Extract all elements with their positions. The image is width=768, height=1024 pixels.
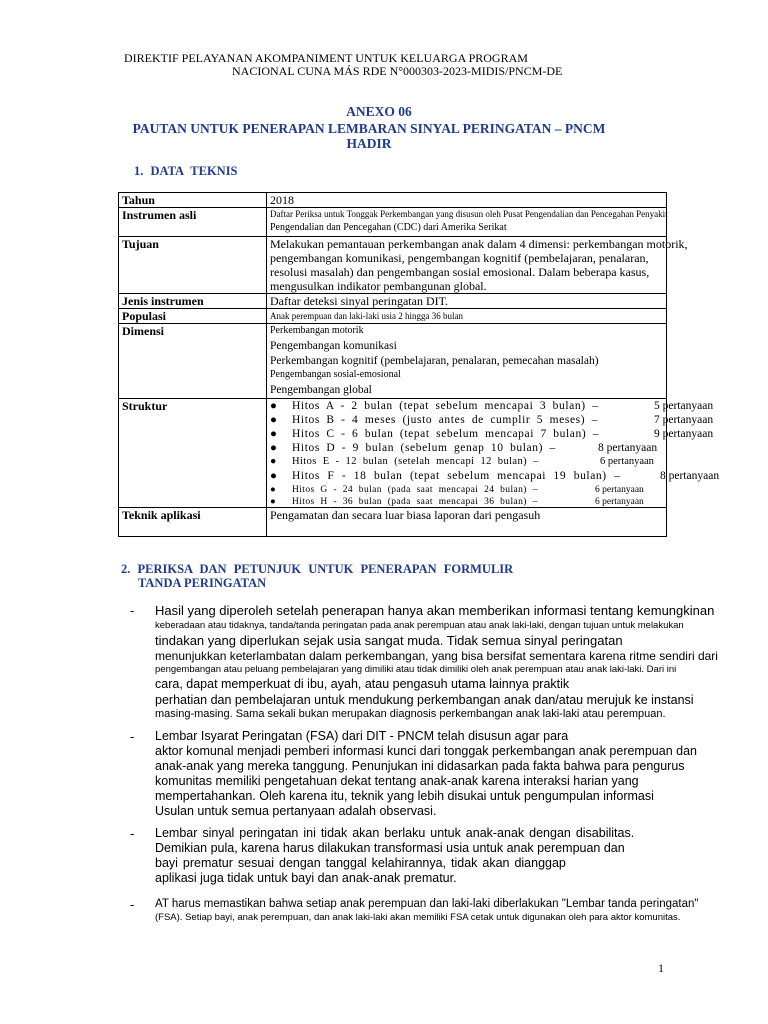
annex-title-line2: HADIR: [346, 136, 392, 151]
para-line: perhatian dan pembelajaran untuk mendukung perkembangan anak dan/atau merujuk ke instansi: [155, 693, 694, 707]
hito-count: 6 pertanyaan: [600, 456, 654, 467]
hito-text: Hitos B - 4 meses (justo antes de cumplir 5 meses) –: [292, 414, 598, 426]
struktur-item: ● Hitos H - 36 bulan (pada saat mencapai 36 bulan) – 6 pertanyaan: [270, 497, 644, 507]
para-line: cara, dapat memperkuat di ibu, ayah, atau pengasuh utama lainnya praktik: [155, 677, 570, 691]
struktur-item: ● Hitos D - 9 bulan (sebelum genap 10 bulan) – 8 pertanyaan: [270, 442, 658, 454]
tujuan-line: mengusulkan indikator pembangunan global.: [270, 279, 487, 293]
technical-data-table: [118, 192, 720, 537]
annex-title-line1: PAUTAN UNTUK PENERAPAN LEMBARAN SINYAL PERINGATAN – PNCM: [132, 121, 606, 136]
tujuan-line: Melakukan pemantauan perkembangan anak dalam 4 dimensi: perkembangan motorik,: [270, 237, 688, 251]
row-value: [267, 208, 667, 237]
para-line: AT harus memastikan bahwa setiap anak perempuan dan laki-laki diberlakukan "Lembar tanda peringatan": [155, 898, 699, 910]
page-number: 1: [658, 961, 664, 975]
instrumen-line2: Pengendalian dan Pencegahan (CDC) dari Amerika Serikat: [270, 222, 507, 233]
hito-text: Hitos A - 2 bulan (tepat sebelum mencapai 3 bulan) –: [292, 400, 599, 412]
doc-header-line2: NACIONAL CUNA MÁS RDE N°000303-2023-MIDIS/PNCM-DE: [232, 64, 563, 78]
para-line: mempertahankan. Oleh karena itu, teknik yang lebih disukai untuk pengumpulan informasi: [155, 789, 654, 803]
table-row: [119, 208, 667, 237]
hito-text: Hitos E - 12 bulan (setelah mencapi 12 bulan) –: [292, 456, 539, 467]
para-line: menunjukkan keterlambatan dalam perkembangan, yang bisa bersifat sementara karena ritme sendiri dari: [155, 649, 718, 663]
table-row: [119, 309, 667, 324]
para-line: bayi prematur sesuai dengan tanggal kelahirannya, tidak akan dianggap: [155, 856, 566, 870]
row-value: Anak perempuan dan laki-laki usia 2 hingga 36 bulan: [267, 309, 667, 324]
row-label: Tujuan: [119, 237, 267, 294]
table-row: [119, 294, 667, 309]
hito-count: 9 pertanyaan: [654, 428, 714, 440]
para-line: Demikian pula, karena harus dilakukan transformasi usia untuk anak perempuan dan: [155, 841, 625, 855]
section2-heading-line1: 2. PERIKSA DAN PETUNJUK UNTUK PENERAPAN FORMULIR: [121, 562, 514, 576]
row-label: Struktur: [119, 399, 267, 508]
row-label: Populasi: [119, 309, 267, 324]
table-row: [119, 324, 667, 399]
hito-count: 8 pertanyaan: [660, 470, 720, 482]
para-line: Lembar Isyarat Peringatan (FSA) dari DIT - PNCM telah disusun agar para: [155, 729, 569, 743]
bullet-paragraph-4: [155, 897, 725, 924]
row-label: Instrumen asli: [119, 208, 267, 237]
dimensi-item: Pengembangan komunikasi: [270, 340, 397, 352]
hito-text: Hitos G - 24 bulan (pada saat mencapai 24 bulan) –: [292, 485, 538, 495]
struktur-item: ● Hitos E - 12 bulan (setelah mencapi 12 bulan) – 6 pertanyaan: [270, 456, 654, 467]
hito-count: 8 pertanyaan: [598, 442, 658, 454]
table-row: [119, 193, 667, 208]
hito-count: 6 pertanyaan: [595, 497, 644, 507]
row-value: Daftar deteksi sinyal peringatan DIT.: [267, 294, 667, 309]
bullet-dash: -: [130, 826, 135, 841]
instrumen-line1: Daftar Periksa untuk Tonggak Perkembangan yang disusun oleh Pusat Pengendalian dan Pencegahan Penyakit: [270, 209, 668, 219]
annex-label: ANEXO 06: [346, 104, 412, 119]
section1-heading: 1. DATA TEKNIS: [134, 164, 238, 178]
struktur-item: ● Hitos G - 24 bulan (pada saat mencapai 24 bulan) – 6 pertanyaan: [270, 485, 644, 495]
dimensi-item: Perkembangan motorik: [270, 325, 364, 336]
para-line: pengembangan atau peluang pembelajaran yang dimiliki atau tidak dimiliki oleh anak perempuan atau anak laki-laki. Dari ini: [155, 664, 677, 675]
bullet-paragraph-1: [155, 603, 725, 721]
row-value: 2018: [267, 193, 667, 208]
row-label: Jenis instrumen: [119, 294, 267, 309]
row-label: Tahun: [119, 193, 267, 208]
hito-text: Hitos F - 18 bulan (tepat sebelum mencapai 19 bulan) –: [292, 470, 621, 482]
section2-heading-line2: TANDA PERINGATAN: [138, 576, 267, 590]
hito-text: Hitos H - 36 bulan (pada saat mencapai 36 bulan) –: [292, 497, 538, 507]
bullet-paragraph-3: [155, 826, 725, 886]
table-row: [119, 508, 667, 537]
bullet-dash: -: [130, 603, 135, 618]
para-line: keberadaan atau tidaknya, tanda/tanda peringatan pada anak perempuan atau anak laki-laki, dengan tujuan untuk melakukan: [155, 620, 684, 631]
hito-text: Hitos D - 9 bulan (sebelum genap 10 bulan) –: [292, 442, 556, 454]
hito-count: 6 pertanyaan: [595, 485, 644, 495]
row-label: Teknik aplikasi: [119, 508, 267, 537]
bullet-dash: -: [130, 729, 135, 744]
dimensi-item: Pengembangan global: [270, 384, 372, 396]
para-line: tindakan yang diperlukan sejak usia sangat muda. Tidak semua sinyal peringatan: [155, 633, 623, 648]
struktur-item: ● Hitos F - 18 bulan (tepat sebelum mencapai 19 bulan) – 8 pertanyaan: [270, 470, 720, 482]
para-line: Usulan untuk semua pertanyaan adalah observasi.: [155, 804, 437, 818]
bullet-paragraph-2: [155, 729, 725, 819]
dimensi-item: Perkembangan kognitif (pembelajaran, penalaran, pemecahan masalah): [270, 355, 599, 367]
row-label: Dimensi: [119, 324, 267, 399]
para-line: anak-anak yang mereka tanggung. Penunjukan ini didasarkan pada fakta bahwa para pengurus: [155, 759, 685, 773]
dimensi-item: Pengembangan sosial-emosional: [270, 369, 401, 380]
doc-header-line1: DIREKTIF PELAYANAN AKOMPANIMENT UNTUK KELUARGA PROGRAM: [124, 51, 528, 65]
para-line: aplikasi juga tidak untuk bayi dan anak-anak prematur.: [155, 871, 457, 885]
tujuan-line: pengembangan komunikasi, pengembangan kognitif (pembelajaran, penalaran,: [270, 251, 649, 265]
row-value: [267, 324, 667, 399]
tujuan-line: resolusi masalah) dan pengembangan sosial emosional. Dalam beberapa kasus,: [270, 265, 650, 279]
para-line: masing-masing. Sama sekali bukan merupakan diagnosis perkembangan anak laki-laki atau perempuan.: [155, 708, 666, 720]
row-value: [267, 399, 720, 508]
bullet-dash: -: [130, 897, 135, 912]
table-row: [119, 399, 667, 508]
para-line: aktor komunal menjadi pemberi informasi kunci dari tonggak perkembangan anak perempuan dan: [155, 744, 697, 758]
struktur-item: ● Hitos B - 4 meses (justo antes de cumplir 5 meses) – 7 pertanyaan: [270, 414, 714, 426]
hito-count: 5 pertanyaan: [654, 400, 714, 412]
struktur-item: ● Hitos A - 2 bulan (tepat sebelum mencapai 3 bulan) – 5 pertanyaan: [270, 400, 714, 412]
para-line: komunitas memiliki pengetahuan dekat tentang anak-anak karena interaksi harian yang: [155, 774, 639, 788]
row-value: [267, 237, 688, 294]
para-line: Hasil yang diperoleh setelah penerapan hanya akan memberikan informasi tentang kemungkinan: [155, 603, 715, 618]
hito-text: Hitos C - 6 bulan (tepat sebelum mencapai 7 bulan) –: [292, 428, 600, 440]
struktur-item: ● Hitos C - 6 bulan (tepat sebelum mencapai 7 bulan) – 9 pertanyaan: [270, 428, 714, 440]
table-row: [119, 237, 667, 294]
row-value: Pengamatan dan secara luar biasa laporan dari pengasuh: [267, 508, 667, 537]
hito-count: 7 pertanyaan: [654, 414, 714, 426]
para-line: (FSA). Setiap bayi, anak perempuan, dan anak laki-laki akan memiliki FSA cetak untuk digunakan oleh para aktor komunitas.: [155, 912, 681, 923]
para-line: Lembar sinyal peringatan ini tidak akan berlaku untuk anak-anak dengan disabilitas.: [155, 826, 635, 840]
